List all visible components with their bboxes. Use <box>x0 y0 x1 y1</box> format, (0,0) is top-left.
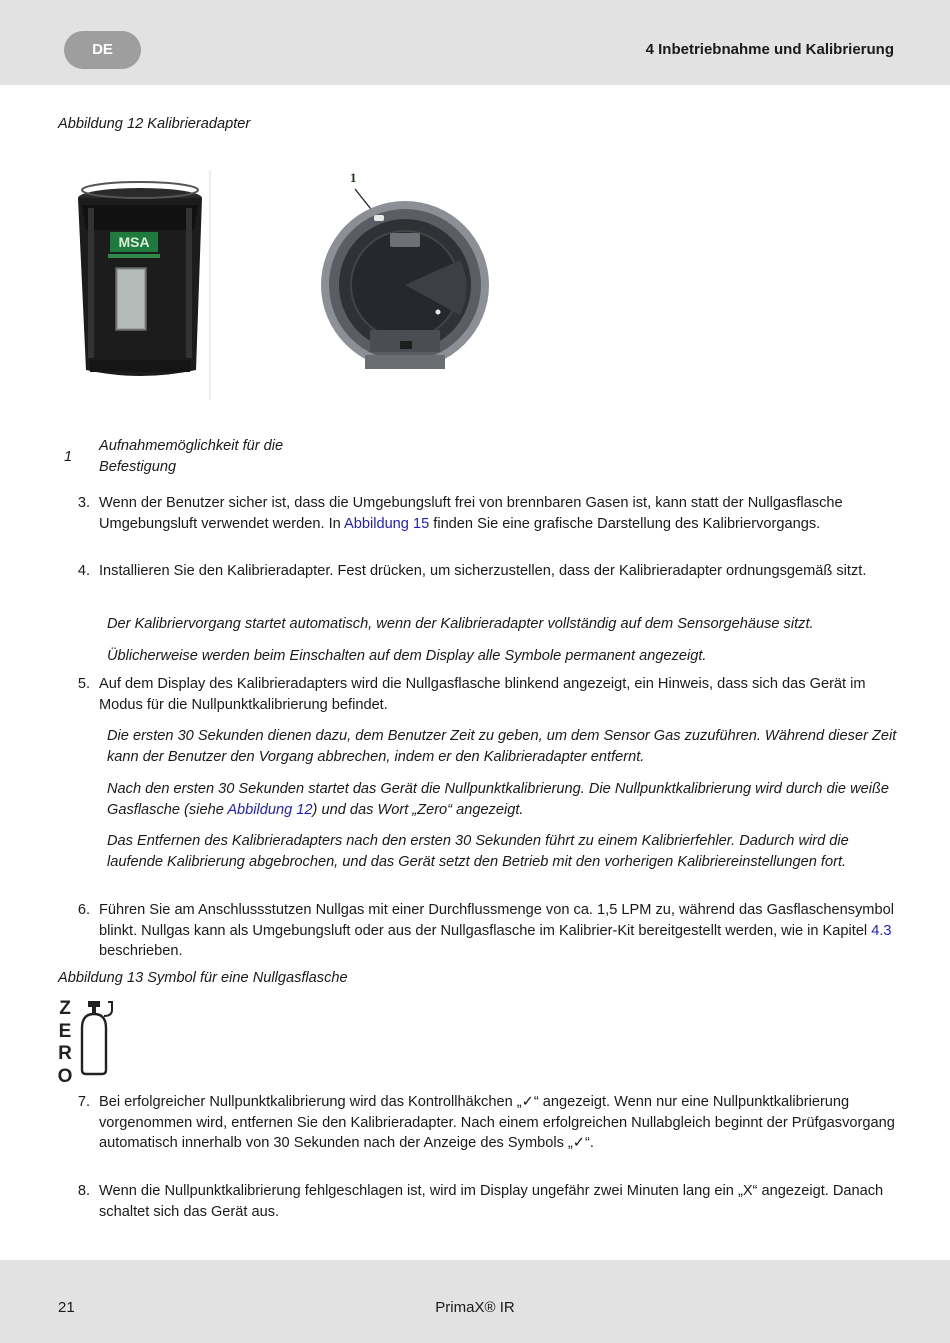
step-3-text: Wenn der Benutzer sicher ist, dass die Umgebungsluft frei von brennbaren Gasen ist, kann statt der Nullgasflasche Umgebungsluft verwendet werden. In Abbildung 15 finden Sie eine grafische Darstellung des Kalibriervorgangs. <box>99 495 843 532</box>
step-6-text: Führen Sie am Anschlussstutzen Nullgas mit einer Durchflussmenge von ca. 1,5 LPM zu, während das Gasflaschensymbol blinkt. Nullgas kann als Umgebungsluft oder aus der Nullgasflasche im Kalibrier-Kit bereitgestellt werden, wie in Kapitel 4.3 beschrieben. <box>99 902 894 959</box>
page-number: 21 <box>58 1299 75 1316</box>
calibration-adapter-bottom-image <box>310 165 500 375</box>
step-number: 8. <box>77 1183 90 1199</box>
step-7-text: Bei erfolgreicher Nullpunktkalibrierung wird das Kontrollhäkchen „✓“ angezeigt. Wenn nur eine Nullpunktkalibrierung vorgenommen wird, entfernen Sie den Kalibrieradapter. Nach einem erfolgreichen Nullabgleich beginnt der Prüfgasvorgang automatisch innerhalb von 30 Sekunden nach der Anzeige des Symbols „✓“. <box>99 1094 895 1151</box>
legend-number: 1 <box>64 449 73 465</box>
step-5-text: Auf dem Display des Kalibrieradapters wird die Nullgasflasche blinkend angezeigt, ein Hinweis, dass sich das Gerät im Modus für die Nullpunktkalibrierung befindet. <box>99 676 866 713</box>
gas-cylinder-icon <box>76 998 120 1078</box>
legend-text: Aufnahmemöglichkeit für die Befestigung <box>99 438 284 475</box>
step-4-text: Installieren Sie den Kalibrieradapter. Fest drücken, um sicherzustellen, dass der Kalibrieradapter ordnungsgemäß sitzt. <box>99 563 867 579</box>
step-number: 5. <box>77 676 90 692</box>
page-header <box>0 0 950 85</box>
note-text: Nach den ersten 30 Sekunden startet das Gerät die Nullpunktkalibrierung. Die Nullpunktkalibrierung wird durch die weiße Gasflasche (siehe Abbildung 12) und das Wort „Zero“ angezeigt. <box>107 781 889 818</box>
figure-13-caption: Abbildung 13 Symbol für eine Nullgasflasche <box>58 970 348 986</box>
link-figure-15[interactable]: Abbildung 15 <box>344 515 430 532</box>
product-name: PrimaX® IR <box>435 1299 515 1316</box>
chapter-title: 4 Inbetriebnahme und Kalibrierung <box>645 41 894 58</box>
note-text: Üblicherweise werden beim Einschalten auf dem Display alle Symbole permanent angezeigt. <box>107 648 707 664</box>
step-number: 3. <box>77 495 90 511</box>
step-number: 7. <box>77 1094 90 1110</box>
link-chapter-4-3[interactable]: 4.3 <box>871 922 892 939</box>
note-text: Das Entfernen des Kalibrieradapters nach den ersten 30 Sekunden führt zu einem Kalibrierfehler. Dadurch wird die laufende Kalibrierung abgebrochen, und das Gerät setzt den Betrieb mit den vorherigen Kalibriereinstellungen fort. <box>107 833 849 870</box>
step-8-text: Wenn die Nullpunktkalibrierung fehlgeschlagen ist, wird im Display ungefähr zwei Minuten lang ein „X“ angezeigt. Danach schaltet sich das Gerät aus. <box>99 1183 884 1220</box>
step-number: 6. <box>77 902 90 918</box>
zero-symbol-text: Z E R O <box>57 998 73 1087</box>
step-number: 4. <box>77 563 90 579</box>
figure-12-caption: Abbildung 12 Kalibrieradapter <box>58 116 251 132</box>
callout-number: 1 <box>350 170 357 185</box>
language-badge: DE <box>64 31 141 69</box>
note-text: Der Kalibriervorgang startet automatisch, wenn der Kalibrieradapter vollständig auf dem Sensorgehäuse sitzt. <box>107 616 814 632</box>
note-text: Die ersten 30 Sekunden dienen dazu, dem Benutzer Zeit zu geben, um dem Sensor Gas zuzuführen. Während dieser Zeit kann der Benutzer den Vorgang abbrechen, indem er den Kalibrieradapter entfernt. <box>107 728 897 765</box>
link-figure-12[interactable]: Abbildung 12 <box>227 801 313 818</box>
msa-logo: MSA <box>118 234 150 250</box>
calibration-adapter-side-image <box>60 160 220 405</box>
